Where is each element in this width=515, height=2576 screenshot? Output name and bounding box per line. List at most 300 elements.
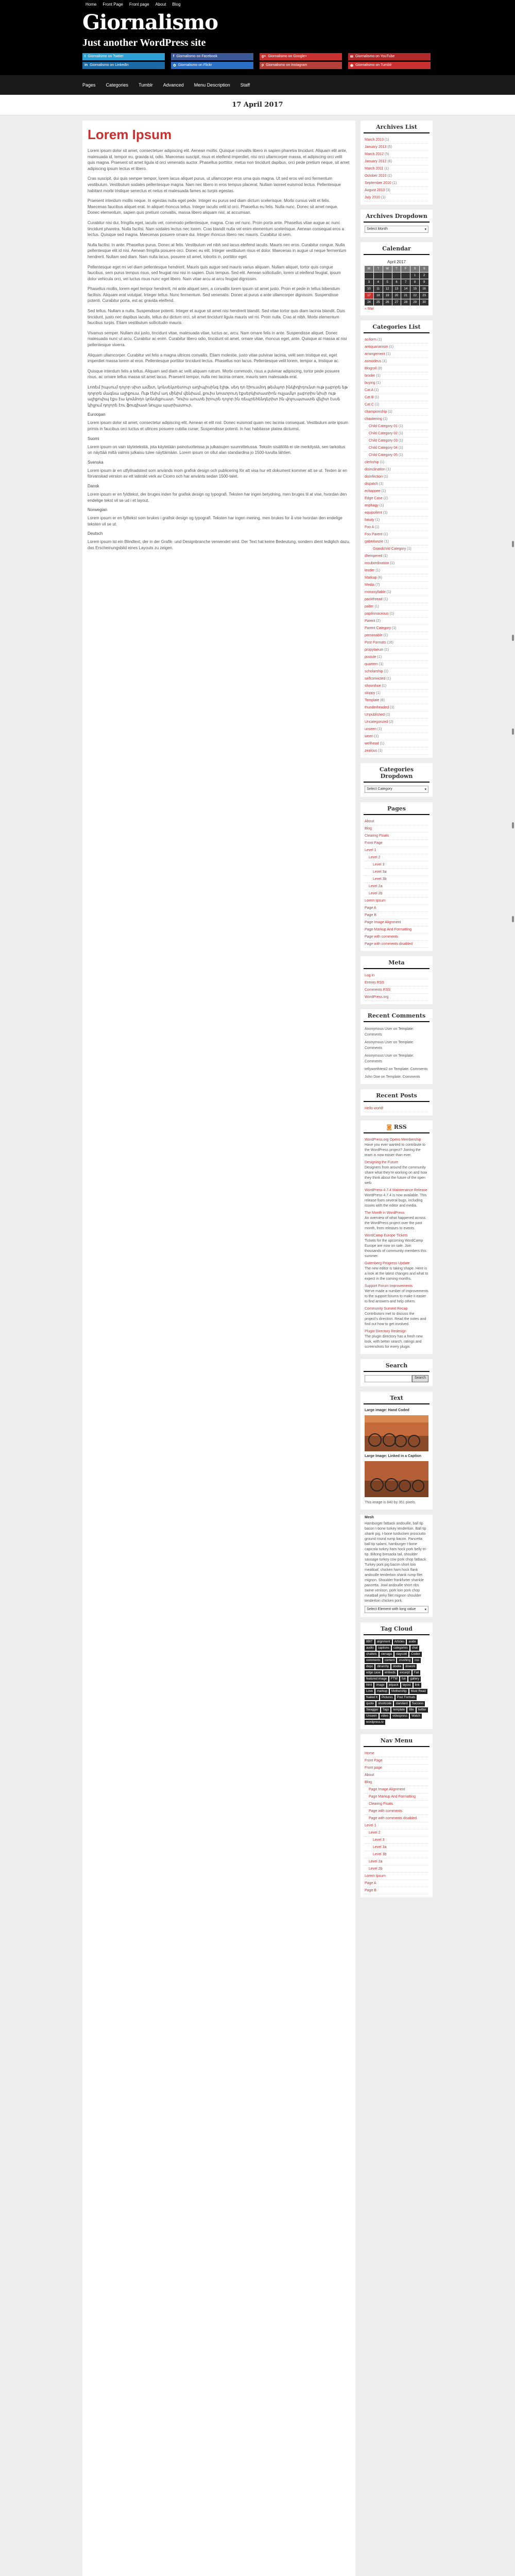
category-item-link[interactable]: pustule xyxy=(365,655,376,659)
tag-link[interactable]: videopress xyxy=(391,1714,409,1719)
tag-link[interactable]: embeds xyxy=(383,1670,397,1675)
archive-item-link[interactable]: March 2012 xyxy=(365,152,384,156)
category-item-link[interactable]: arrangement xyxy=(365,352,385,356)
rss-entry-body: Have you ever wanted to contribute to the WordPress project? Joining the team is now easier than ever. xyxy=(365,1143,425,1157)
category-item-link[interactable]: Media xyxy=(365,583,375,587)
social-label: Giornalismo on YouTube xyxy=(355,55,395,58)
calendar-prev-link[interactable]: « Mar xyxy=(365,307,374,311)
calendar-date[interactable]: 18 xyxy=(374,293,383,299)
categories-list xyxy=(360,336,433,755)
category-item-link[interactable]: zealous xyxy=(365,749,377,753)
category-item-link[interactable]: papilionaceous xyxy=(365,612,389,616)
meta-item xyxy=(365,979,428,987)
archive-item-link[interactable]: March 2011 xyxy=(365,167,384,171)
calendar-date[interactable]: 15 xyxy=(410,286,419,292)
meta-list xyxy=(360,972,433,1001)
tag-link[interactable]: content xyxy=(383,1658,397,1663)
search-button[interactable]: Search xyxy=(412,1375,428,1382)
tag-link[interactable]: layout xyxy=(401,1683,413,1688)
page-item-link[interactable]: Page Markup And Formatting xyxy=(365,928,412,931)
page-item-link[interactable]: Page with comments xyxy=(365,935,398,939)
rss-entry-body: The new editor is taking shape. Here is a look at the latest changes and what to expect in the coming months. xyxy=(365,1267,428,1281)
calendar-date[interactable]: 12 xyxy=(383,286,392,292)
category-item-link[interactable]: dispatch xyxy=(365,482,379,486)
calendar-day-name: S xyxy=(420,266,428,272)
nav-menu-item-link[interactable]: Page with comments disabled xyxy=(369,1817,417,1820)
category-item-link[interactable]: Child Category 01 xyxy=(369,425,398,428)
page-item-link[interactable]: Page A xyxy=(365,906,376,910)
rss-entry-title[interactable]: The Month in WordPress xyxy=(365,1211,405,1215)
archive-item-link[interactable]: October 2010 xyxy=(365,174,387,178)
topnav-item[interactable]: About xyxy=(155,2,166,7)
rss-entry-title[interactable]: Community Summit Recap xyxy=(365,1307,408,1311)
category-item-count: (1) xyxy=(375,374,381,378)
category-item-link[interactable]: palter xyxy=(365,605,374,608)
page-item-link[interactable]: About xyxy=(365,820,374,823)
category-item-link[interactable]: lender xyxy=(365,569,375,572)
rss-entry-title[interactable]: Designing the Future xyxy=(365,1161,398,1164)
category-item-link[interactable]: personable xyxy=(365,634,383,637)
category-item-link[interactable]: packthread xyxy=(365,598,383,601)
tag-link[interactable]: Fail xyxy=(413,1670,421,1675)
calendar-day-name: M xyxy=(365,266,373,272)
category-item xyxy=(365,690,428,697)
category-item xyxy=(365,553,428,560)
rss-entry-title[interactable]: WordPress.org Opens Membership xyxy=(365,1138,421,1142)
category-item-link[interactable]: Uncategorized xyxy=(365,720,388,724)
social-button[interactable] xyxy=(260,62,342,69)
tag-link[interactable]: chattels xyxy=(365,1652,379,1657)
archives-select-value: Select Month xyxy=(367,227,388,231)
category-item xyxy=(365,596,428,603)
tag-link[interactable]: Success xyxy=(410,1701,425,1706)
nav-menu-item-link[interactable]: Page B xyxy=(365,1889,376,1892)
calendar-date[interactable]: 5 xyxy=(383,279,392,285)
category-item-link[interactable]: propylaeum xyxy=(365,648,384,652)
category-item-link[interactable]: clerkship xyxy=(365,461,379,464)
tag-link[interactable]: css xyxy=(413,1658,421,1663)
category-item-link[interactable]: broder xyxy=(365,374,375,378)
rss-entry-body: The plugin directory has a fresh new look, with better search, ratings and screenshots for every plugin. xyxy=(365,1335,423,1349)
category-item-link[interactable]: antiquarianism xyxy=(365,345,388,349)
post-title[interactable]: Lorem Ipsum xyxy=(88,127,172,142)
category-item-link[interactable]: equipollent xyxy=(365,511,382,515)
category-item-link[interactable]: quartern xyxy=(365,663,379,666)
tag-link[interactable]: jetpack xyxy=(387,1683,400,1688)
archive-item xyxy=(365,151,428,158)
page-item xyxy=(365,905,428,912)
tag-link[interactable]: edge case xyxy=(365,1670,382,1675)
category-item xyxy=(365,358,428,365)
nav-menu-item xyxy=(365,1822,428,1829)
category-item-link[interactable]: Child Category 05 xyxy=(369,453,398,457)
calendar-date[interactable]: 30 xyxy=(420,299,428,306)
mainnav-item[interactable]: Categories xyxy=(106,82,129,88)
meta-item-link[interactable]: WordPress.org xyxy=(365,995,389,999)
tag-link[interactable]: Pictures xyxy=(380,1695,394,1700)
calendar-date xyxy=(392,273,401,279)
social-button[interactable] xyxy=(348,53,431,60)
category-item-link[interactable]: thunderheaded xyxy=(365,706,389,709)
page-item xyxy=(365,854,428,861)
tag-link[interactable]: featured image xyxy=(365,1676,388,1682)
page-item-link[interactable]: Level 3a xyxy=(373,870,387,874)
calendar-date[interactable]: 3 xyxy=(365,279,373,285)
widget-title: Calendar xyxy=(364,242,430,255)
page-item-link[interactable]: Level 3b xyxy=(373,877,387,881)
post-paragraph: Lorem ipsum on vain täytetekstiä, jota käytetään painotuotteissa ja julkaisujen suunnittelussa. Tekstin sisällöllä ei ole merkitystä, sen tarkoitus on näyttää miltä valmis julkaisu tulee näyttämään. Lorem ipsum on ollut alan standardina jo 1500-luvulta lähtien. xyxy=(88,444,346,455)
category-item xyxy=(365,524,428,531)
category-item xyxy=(365,675,428,683)
rss-title[interactable]: RSS xyxy=(393,1124,407,1130)
page-item-link[interactable]: Level 2 xyxy=(369,856,381,859)
calendar-date[interactable]: 7 xyxy=(401,279,410,285)
nav-menu-item xyxy=(365,1851,428,1858)
category-item-link[interactable]: Markup xyxy=(365,576,377,580)
tag-link[interactable]: shortcode xyxy=(376,1701,393,1706)
category-item-link[interactable]: Blogroll xyxy=(365,367,377,370)
category-item-link[interactable]: Cat B xyxy=(365,396,374,399)
calendar-date[interactable]: 20 xyxy=(392,293,401,299)
rss-icon[interactable]: ◙ xyxy=(386,1124,392,1130)
tag-link[interactable]: Mothership xyxy=(390,1689,408,1694)
social-button[interactable] xyxy=(82,53,165,60)
calendar-date[interactable]: 8 xyxy=(410,279,419,285)
nav-menu-item-link[interactable]: Level 3a xyxy=(373,1845,387,1849)
category-item-count: (1) xyxy=(383,670,388,673)
rss-entry-title[interactable]: Plugin Directory Redesign xyxy=(365,1330,406,1333)
tag-link[interactable]: standard xyxy=(394,1701,409,1706)
nav-menu-item-link[interactable]: About xyxy=(365,1773,374,1777)
nav-menu-item-link[interactable]: Lorem Ipsum xyxy=(365,1874,386,1878)
category-item-count: (1) xyxy=(382,554,388,558)
category-item-count: (1) xyxy=(390,626,397,630)
archive-item-link[interactable]: September 2010 xyxy=(365,181,391,185)
calendar-date[interactable]: 19 xyxy=(383,293,392,299)
post-paragraph: Lorem ipsum dolor sit amet, consectetuer adipiscing elit. Aenean mollis. Quisque convallis libero in sapien pharetra tincidunt. Aliquam elit ante, malesuada id, tempor eu, gravida id, odio. Maecenas suscipit, risus et eleifend imperdiet, nisi orci ullamcorper massa, et adipiscing orci velit quis magna. Praesent sit amet ligula id orci venenatis auctor. Phasellus porttitor, metus non tincidunt dapibus, orci pede pretium neque, sit amet adipiscing ipsum lectus et libero. xyxy=(88,148,350,171)
tag-link[interactable]: doolie xyxy=(391,1664,403,1669)
category-item-link[interactable]: monosyllable xyxy=(365,590,386,594)
recent-post-item-link[interactable]: Hello world! xyxy=(365,1107,384,1110)
site-title[interactable]: Giornalismo xyxy=(82,10,218,35)
calendar-date[interactable]: 10 xyxy=(365,286,373,292)
tag-link[interactable]: Swagger xyxy=(365,1707,380,1713)
category-item-link[interactable]: Parent xyxy=(365,619,375,623)
nav-menu-item-link[interactable]: Blog xyxy=(365,1781,372,1784)
tag-link[interactable]: crushing xyxy=(397,1658,412,1663)
category-item-link[interactable]: insubordination xyxy=(365,562,389,565)
page-item-link[interactable]: Blog xyxy=(365,827,372,831)
category-item-link[interactable]: wellhead xyxy=(365,742,379,745)
page-item xyxy=(365,919,428,926)
nav-menu-item-link[interactable]: Page Image Alignment xyxy=(369,1788,405,1791)
calendar-day-name: T xyxy=(392,266,401,272)
tag-link[interactable]: chat xyxy=(410,1646,419,1651)
bicycle-image-2[interactable] xyxy=(365,1461,428,1497)
nav-menu-item-link[interactable]: Level 3b xyxy=(373,1853,387,1856)
calendar-date[interactable]: 22 xyxy=(410,293,419,299)
mainnav-item[interactable]: Advanced xyxy=(163,82,184,88)
social-button[interactable] xyxy=(260,53,342,60)
nav-menu-item-link[interactable]: Level 2b xyxy=(369,1867,383,1871)
nav-menu-item xyxy=(365,1844,428,1851)
page-item-link[interactable]: Level 1 xyxy=(365,849,376,852)
archive-item-link[interactable]: January 2012 xyxy=(365,160,387,163)
calendar-date[interactable]: 29 xyxy=(410,299,419,306)
category-item-link[interactable]: chastening xyxy=(365,417,382,421)
meta-item-link[interactable]: Entries RSS xyxy=(365,981,385,985)
category-item-count: (1) xyxy=(384,713,390,717)
category-item-link[interactable]: selfconvicted xyxy=(365,677,386,681)
nav-menu-item-link[interactable]: Page with comments xyxy=(369,1809,402,1813)
category-item-link[interactable]: Unpublished xyxy=(365,713,385,717)
nav-menu-item-link[interactable]: Clearing Floats xyxy=(369,1802,393,1806)
categories-select[interactable] xyxy=(365,786,428,793)
social-icon: ✉ xyxy=(350,55,353,59)
tag-link[interactable]: quote xyxy=(365,1701,375,1706)
recent-comment[interactable]: Anonymous User on Template: Comments xyxy=(365,1041,414,1050)
category-item-link[interactable]: aciform xyxy=(365,338,376,342)
category-item-link[interactable]: Child Category 02 xyxy=(369,432,398,435)
calendar-date[interactable]: 27 xyxy=(392,299,401,306)
tag-link[interactable]: Articles xyxy=(393,1639,406,1645)
tag-link[interactable]: image xyxy=(374,1683,386,1688)
tag-link[interactable]: twitter xyxy=(417,1707,428,1713)
tag-link[interactable]: depo xyxy=(365,1664,374,1669)
tag-link[interactable]: captions xyxy=(376,1646,391,1651)
tag-link[interactable]: Unseen xyxy=(365,1714,379,1719)
chevron-down-icon: ▾ xyxy=(424,1608,426,1612)
tag-link[interactable]: fun xyxy=(400,1676,407,1682)
category-item-link[interactable]: sloppy xyxy=(365,691,375,695)
category-item-count: (1) xyxy=(385,468,391,471)
page-item-link[interactable]: Level 2b xyxy=(369,892,383,895)
tag-link[interactable]: excerpt xyxy=(398,1670,411,1675)
page-item-link[interactable]: Page Image Alignment xyxy=(365,921,401,924)
category-item xyxy=(365,351,428,358)
widget-title xyxy=(364,1121,430,1133)
category-item-count: (1) xyxy=(382,598,388,601)
mainnav-item[interactable]: Menu Description xyxy=(194,82,230,88)
tag-link[interactable]: audio xyxy=(365,1646,375,1651)
category-item-link[interactable]: echappee xyxy=(365,489,381,493)
calendar-date[interactable]: 13 xyxy=(392,286,401,292)
tag-link[interactable]: dowork xyxy=(404,1664,417,1669)
tag-link[interactable]: dinarchy xyxy=(375,1664,390,1669)
category-item-link[interactable]: ween xyxy=(365,735,373,738)
category-item-count: (1) xyxy=(381,360,387,363)
tag-link[interactable]: Tags xyxy=(381,1707,391,1713)
rss-entry xyxy=(360,1306,433,1328)
page-item-link[interactable]: Page with comments disabled xyxy=(365,942,413,946)
category-item-link[interactable]: Foo Parent xyxy=(365,533,383,536)
category-item-link[interactable]: Edge Case xyxy=(365,497,383,500)
search-input[interactable] xyxy=(365,1375,412,1382)
calendar-date[interactable]: 9 xyxy=(420,279,428,285)
rss-entry xyxy=(360,1328,433,1351)
category-item-link[interactable]: Child Category 04 xyxy=(369,446,398,450)
tag-link[interactable]: cienaga xyxy=(380,1652,393,1657)
nav-menu-item-link[interactable]: Level 2 xyxy=(369,1831,381,1835)
rss-entry-title[interactable]: Gutenberg Progress Update xyxy=(365,1262,410,1265)
category-item-count: (1) xyxy=(374,569,380,572)
calendar-date[interactable]: 1 xyxy=(410,273,419,279)
category-item-link[interactable]: asmodeus xyxy=(365,360,382,363)
category-item-link[interactable]: championship xyxy=(365,410,387,414)
post-paragraph: Curabitur nisi dui, fringilla eget, iaculis vel, commodo pellentesque, magna. Cras vel nunc. Proin porta ante. Phasellus vitae augue ac nunc tincidunt pharetra. Nulla facilisi. Nam sodales lectus nec lorem. Cras blandit nulla vel enim elementum scelerisque. Aenean consequat eros a lectus. Quisque sed magna. Maecenas posuere ornare dui. Integer rhoncus libero nec mauris. Curabitur id sem. xyxy=(88,220,345,238)
page-item-link[interactable]: Lorem Ipsum xyxy=(365,899,386,903)
html-widget-heading: Mesh xyxy=(365,1516,374,1519)
category-item xyxy=(365,567,428,574)
category-item-count: (1) xyxy=(376,338,382,342)
page-item-link[interactable]: Page B xyxy=(365,913,376,917)
category-item-count: (1) xyxy=(398,446,403,450)
nav-menu-item-link[interactable]: Level 1 xyxy=(365,1824,376,1827)
category-item-count: (1) xyxy=(388,612,394,616)
calendar-date[interactable]: 16 xyxy=(420,286,428,292)
html-widget-select[interactable] xyxy=(365,1606,428,1613)
tag-link[interactable]: 8BIT xyxy=(365,1639,374,1645)
calendar-date[interactable]: 25 xyxy=(374,299,383,306)
category-item-count: (1) xyxy=(387,410,392,414)
page-item-link[interactable]: Clearing Floats xyxy=(365,834,389,838)
archive-item-link[interactable]: March 2013 xyxy=(365,138,384,142)
nav-menu-item-link[interactable]: Page A xyxy=(365,1882,376,1885)
tag-link[interactable]: link xyxy=(414,1683,421,1688)
calendar-date[interactable]: 21 xyxy=(401,293,410,299)
tag-link[interactable]: claycold xyxy=(394,1652,409,1657)
social-button[interactable] xyxy=(348,62,431,69)
recent-comment[interactable]: Anonymous User on Template: Comments xyxy=(365,1054,414,1063)
nav-menu-item-link[interactable]: Level 2a xyxy=(369,1860,383,1863)
nav-menu-item-link[interactable]: Level 3 xyxy=(373,1838,385,1842)
category-item-link[interactable]: Cat C xyxy=(365,403,374,406)
page-item-link[interactable]: Level 3 xyxy=(373,863,385,867)
mainnav-item[interactable]: Staff xyxy=(240,82,250,88)
tag-link[interactable]: html xyxy=(365,1683,373,1688)
topnav-item[interactable]: Front page xyxy=(129,2,149,7)
category-item-link[interactable]: showshoe xyxy=(365,684,381,688)
nav-menu-item-link[interactable]: Page Markup And Formatting xyxy=(369,1795,416,1799)
tag-link[interactable]: Nailed It xyxy=(365,1695,379,1700)
calendar-date[interactable]: 4 xyxy=(374,279,383,285)
nav-menu-item-link[interactable]: Front page xyxy=(365,1766,382,1770)
category-item-count: (1) xyxy=(378,504,384,507)
category-item-link[interactable]: Parent Category xyxy=(365,626,391,630)
tag-link[interactable]: Love xyxy=(365,1689,374,1694)
archive-item-link[interactable]: July 2010 xyxy=(365,196,380,199)
category-item-link[interactable]: disinfection xyxy=(365,475,383,479)
social-button[interactable] xyxy=(82,62,165,69)
tag-link[interactable]: aside xyxy=(407,1639,417,1645)
tag-link[interactable]: Watch xyxy=(410,1714,422,1719)
social-button[interactable] xyxy=(171,62,253,69)
calendar-date[interactable]: 2 xyxy=(420,273,428,279)
social-button[interactable] xyxy=(171,53,253,60)
category-item-link[interactable]: gaberlunzie xyxy=(365,540,384,544)
tag-link[interactable]: Codex xyxy=(409,1652,421,1657)
meta-item-link[interactable]: Log in xyxy=(365,974,375,977)
nav-menu-item-link[interactable]: Front Page xyxy=(365,1759,383,1762)
mainnav-item[interactable]: Pages xyxy=(82,82,96,88)
category-item-link[interactable]: enphagy xyxy=(365,504,379,507)
category-item xyxy=(365,481,428,488)
tag-link[interactable]: Must Read xyxy=(409,1689,427,1694)
rss-entry-title[interactable]: Support Forum Improvements xyxy=(365,1284,413,1288)
page-item-link[interactable]: Level 2a xyxy=(369,885,383,888)
post-paragraph: Lorem ipsum är en utfyllnadstext som används inom grafisk design och publicering för att visa hur ett dokument kommer att se ut. Texten är en förvanskad version av ett latinskt verk av Cicero och har använts sedan 1500-talet. xyxy=(88,468,348,479)
recent-comment[interactable]: Anonymous User on Template: Comments xyxy=(365,1027,414,1037)
calendar-date[interactable]: 26 xyxy=(383,299,392,306)
page-item-link[interactable]: Front Page xyxy=(365,841,383,845)
category-item-link[interactable]: fatuity xyxy=(365,518,374,522)
category-item-count: (1) xyxy=(385,352,391,356)
calendar-date[interactable]: 28 xyxy=(401,299,410,306)
category-item-link[interactable]: Grandchild Category xyxy=(373,547,406,551)
nav-menu-item-link[interactable]: Home xyxy=(365,1752,374,1755)
bicycle-image[interactable] xyxy=(365,1415,428,1451)
category-item-link[interactable]: buying xyxy=(365,381,375,385)
tag-link[interactable]: markup xyxy=(375,1689,389,1694)
category-item-link[interactable]: Child Category 03 xyxy=(369,439,398,443)
tag-link[interactable]: comments xyxy=(365,1658,382,1663)
tag-link[interactable]: wordpress.tv xyxy=(365,1720,385,1725)
mainnav-item[interactable]: Tumblr xyxy=(139,82,153,88)
category-item-link[interactable]: Post Formats xyxy=(365,641,386,645)
recent-comment[interactable]: tellyworthtest2 on Template: Comments xyxy=(365,1067,428,1071)
tag-link[interactable]: video xyxy=(380,1714,390,1719)
archive-item-count: (1) xyxy=(380,196,386,199)
category-item-link[interactable]: Cat A xyxy=(365,388,373,392)
category-item-link[interactable]: disinclination xyxy=(365,468,386,471)
calendar-date[interactable]: 11 xyxy=(374,286,383,292)
topnav-item[interactable]: Front Page xyxy=(102,2,123,7)
category-item-link[interactable]: scholarship xyxy=(365,670,383,673)
topnav-item[interactable]: Home xyxy=(85,2,97,7)
calendar-date[interactable]: 24 xyxy=(365,299,373,306)
meta-item-link[interactable]: Comments RSS xyxy=(365,988,391,992)
category-item-link[interactable]: Template xyxy=(365,699,380,702)
tag-link[interactable]: title xyxy=(407,1707,415,1713)
tag-link[interactable]: template xyxy=(391,1707,406,1713)
archive-item-link[interactable]: January 2013 xyxy=(365,145,387,149)
tag-link[interactable]: gallery xyxy=(408,1676,421,1682)
tag-link[interactable]: alignment xyxy=(375,1639,392,1645)
widget-title: Pages xyxy=(364,802,430,815)
category-item xyxy=(365,409,428,416)
category-item-link[interactable]: Foo A xyxy=(365,526,374,529)
tag-link[interactable]: FTW xyxy=(389,1676,399,1682)
calendar-date[interactable]: 6 xyxy=(392,279,401,285)
archives-select[interactable] xyxy=(365,226,428,233)
rss-entry-title[interactable]: WordCamp Europe Tickets xyxy=(365,1234,408,1238)
rss-entry-title[interactable]: WordPress 4.7.4 Maintenance Release xyxy=(365,1189,427,1192)
recent-comment[interactable]: John Doe on Template: Comments xyxy=(365,1075,420,1079)
archive-item-link[interactable]: August 2010 xyxy=(365,189,385,192)
tag-link[interactable]: categories xyxy=(392,1646,409,1651)
calendar-date[interactable]: 23 xyxy=(420,293,428,299)
category-item-link[interactable]: illtempered xyxy=(365,554,383,558)
post-paragraph: Lorem ipsum er en fylltekst som brukes i grafisk design og typografi. Teksten har ingen mening, men brukes for å vise hvordan den endelige teksten vil se ut. xyxy=(88,516,342,527)
category-item xyxy=(365,697,428,704)
calendar-date[interactable]: 17 xyxy=(365,293,373,299)
topnav-item[interactable]: Blog xyxy=(172,2,181,7)
widget-title: Archives List xyxy=(364,121,430,133)
archive-item-count: (3) xyxy=(385,189,390,192)
tag-link[interactable]: Post Formats xyxy=(396,1695,417,1700)
category-item-link[interactable]: unseen xyxy=(365,727,376,731)
calendar-date[interactable]: 14 xyxy=(401,286,410,292)
